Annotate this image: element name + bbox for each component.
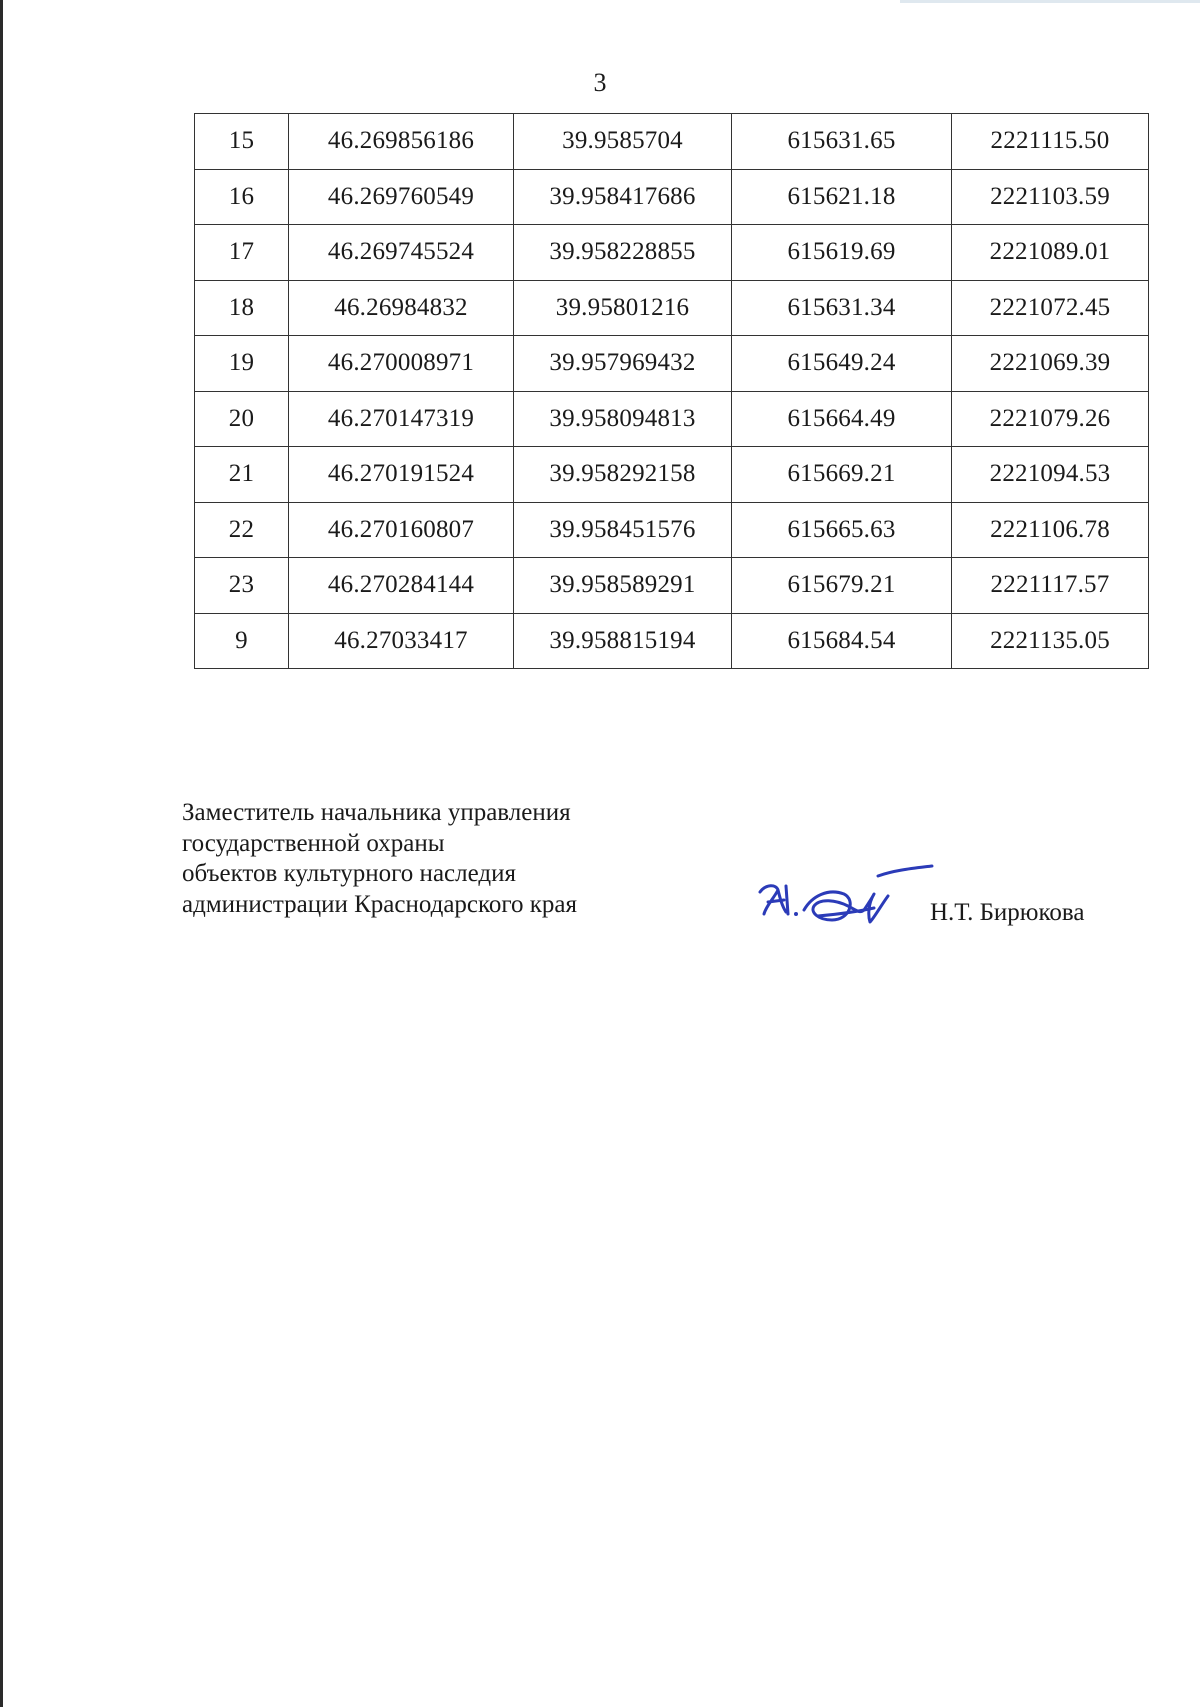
longitude-cell: 39.958417686 — [514, 169, 732, 225]
longitude-cell: 39.9585704 — [514, 114, 732, 170]
table-row — [195, 225, 1149, 281]
point-number-cell: 19 — [195, 336, 289, 392]
y-coordinate-cell: 2221089.01 — [952, 225, 1149, 281]
y-coordinate-cell: 2221103.59 — [952, 169, 1149, 225]
x-coordinate-cell: 615669.21 — [732, 447, 952, 503]
point-number-cell: 16 — [195, 169, 289, 225]
longitude-cell: 39.958451576 — [514, 502, 732, 558]
point-number-cell: 17 — [195, 225, 289, 281]
signer-name: Н.Т. Бирюкова — [930, 899, 1085, 926]
latitude-cell: 46.270284144 — [289, 558, 514, 614]
latitude-cell: 46.270008971 — [289, 336, 514, 392]
table-row — [195, 447, 1149, 503]
y-coordinate-cell: 2221069.39 — [952, 336, 1149, 392]
point-number-cell: 18 — [195, 280, 289, 336]
latitude-cell: 46.270147319 — [289, 391, 514, 447]
latitude-cell: 46.26984832 — [289, 280, 514, 336]
x-coordinate-cell: 615619.69 — [732, 225, 952, 281]
latitude-cell: 46.269760549 — [289, 169, 514, 225]
point-number-cell: 15 — [195, 114, 289, 170]
x-coordinate-cell: 615684.54 — [732, 613, 952, 669]
signature-strokes — [760, 866, 932, 922]
y-coordinate-cell: 2221079.26 — [952, 391, 1149, 447]
point-number-cell: 20 — [195, 391, 289, 447]
longitude-cell: 39.957969432 — [514, 336, 732, 392]
longitude-cell: 39.958094813 — [514, 391, 732, 447]
position-line: администрации Краснодарского края — [182, 890, 578, 918]
y-coordinate-cell: 2221094.53 — [952, 447, 1149, 503]
point-number-cell: 9 — [195, 613, 289, 669]
longitude-cell: 39.958815194 — [514, 613, 732, 669]
y-coordinate-cell: 2221117.57 — [952, 558, 1149, 614]
point-number-cell: 21 — [195, 447, 289, 503]
y-coordinate-cell: 2221135.05 — [952, 613, 1149, 669]
table-row — [195, 169, 1149, 225]
latitude-cell: 46.270191524 — [289, 447, 514, 503]
table-row — [195, 391, 1149, 447]
longitude-cell: 39.958589291 — [514, 558, 732, 614]
latitude-cell: 46.269856186 — [289, 114, 514, 170]
latitude-cell: 46.270160807 — [289, 502, 514, 558]
position-line: государственной охраны — [182, 829, 445, 857]
x-coordinate-cell: 615665.63 — [732, 502, 952, 558]
handwritten-signature — [756, 858, 936, 938]
table-row — [195, 613, 1149, 669]
position-line: объектов культурного наследия — [182, 860, 516, 887]
scan-edge-left — [0, 0, 3, 1707]
signatory-position — [182, 798, 577, 920]
x-coordinate-cell: 615664.49 — [732, 391, 952, 447]
x-coordinate-cell: 615679.21 — [732, 558, 952, 614]
table-row — [195, 558, 1149, 614]
x-coordinate-cell: 615631.34 — [732, 280, 952, 336]
y-coordinate-cell: 2221115.50 — [952, 114, 1149, 170]
scan-edge-top — [900, 0, 1200, 3]
x-coordinate-cell: 615649.24 — [732, 336, 952, 392]
point-number-cell: 22 — [195, 502, 289, 558]
coordinates-table — [194, 113, 1149, 669]
longitude-cell: 39.958292158 — [514, 447, 732, 503]
longitude-cell: 39.95801216 — [514, 280, 732, 336]
position-line: Заместитель начальника управления — [182, 799, 571, 826]
table-row — [195, 114, 1149, 170]
point-number-cell: 23 — [195, 558, 289, 614]
x-coordinate-cell: 615621.18 — [732, 169, 952, 225]
latitude-cell: 46.269745524 — [289, 225, 514, 281]
latitude-cell: 46.27033417 — [289, 613, 514, 669]
page-number: 3 — [593, 68, 607, 97]
table-row — [195, 502, 1149, 558]
y-coordinate-cell: 2221072.45 — [952, 280, 1149, 336]
longitude-cell: 39.958228855 — [514, 225, 732, 281]
x-coordinate-cell: 615631.65 — [732, 114, 952, 170]
table-row — [195, 280, 1149, 336]
y-coordinate-cell: 2221106.78 — [952, 502, 1149, 558]
table-row — [195, 336, 1149, 392]
